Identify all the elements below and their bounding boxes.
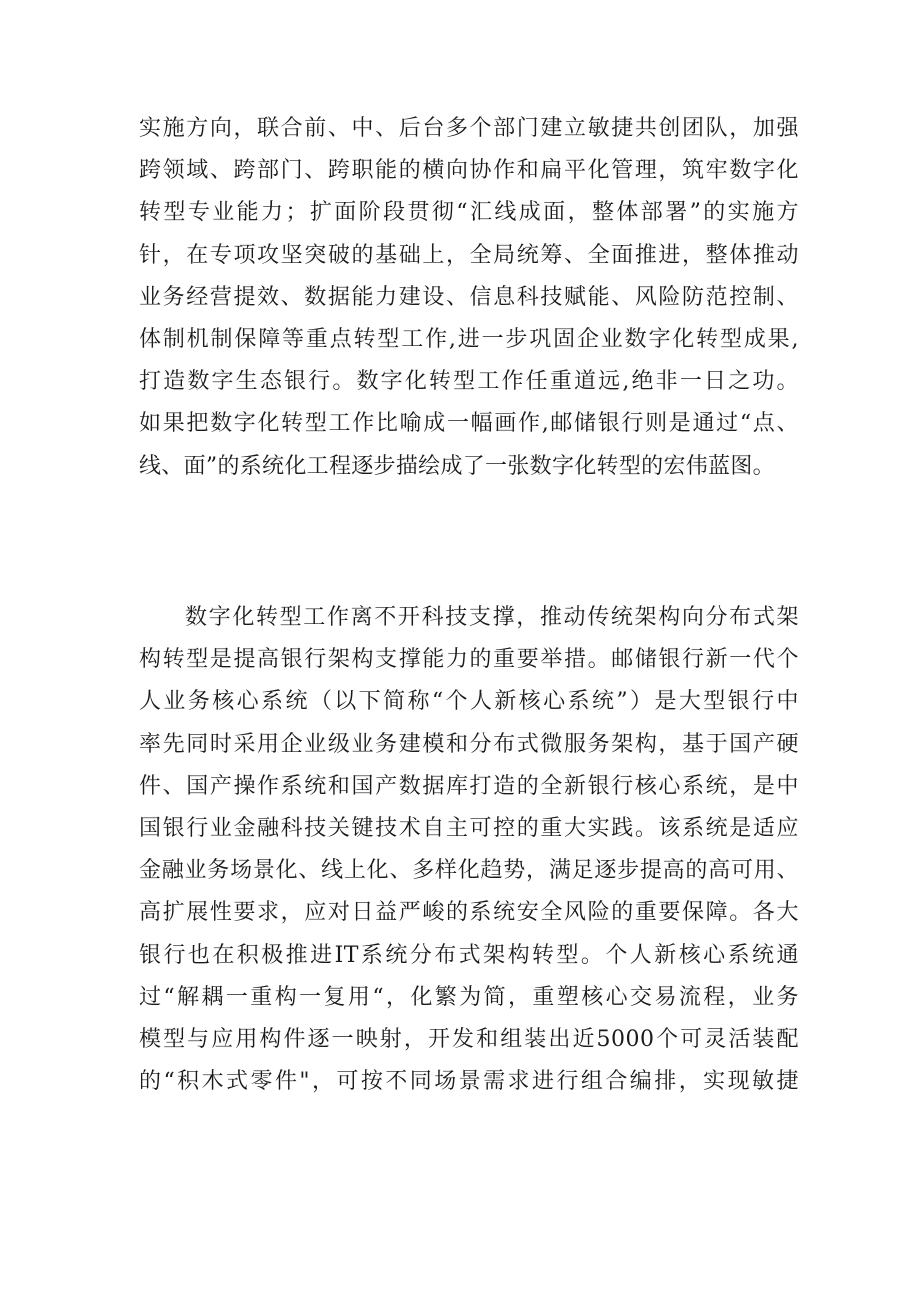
text-line: 构转型是提高银行架构支撑能力的重要举措。邮储银行新一代个 bbox=[139, 647, 799, 673]
text-line: 件、国产操作系统和国产数据库打造的全新银行核心系统，是中 bbox=[139, 773, 799, 799]
text-line: 体制机制保障等重点转型工作,进一步巩固企业数字化转型成果, bbox=[139, 326, 799, 352]
text-line: 金融业务场景化、线上化、多样化趋势，满足逐步提高的高可用、 bbox=[139, 858, 799, 884]
text-line: 如果把数字化转型工作比喻成一幅画作,邮储银行则是通过“点、 bbox=[139, 411, 799, 437]
text-line: 数字化转型工作离不开科技支撑，推动传统架构向分布式架 bbox=[185, 605, 799, 630]
text-line: 率先同时采用企业级业务建模和分布式微服务架构，基于国产硬 bbox=[139, 731, 799, 757]
text-line: 业务经营提效、数据能力建设、信息科技赋能、风险防范控制、 bbox=[139, 284, 799, 310]
text-line: 模型与应用构件逐一映射，开发和组装出近5000个可灵活装配 bbox=[139, 1026, 799, 1052]
paragraph-1 bbox=[139, 108, 799, 488]
text-line: 国银行业金融科技关键技术自主可控的重大实践。该系统是适应 bbox=[139, 815, 799, 841]
text-line: 高扩展性要求，应对日益严峻的系统安全风险的重要保障。各大 bbox=[139, 900, 799, 926]
paragraph-2 bbox=[139, 597, 799, 1103]
text-line: 的“积木式零件"，可按不同场景需求进行组合编排，实现敏捷 bbox=[139, 1069, 799, 1095]
text-line: 跨领域、跨部门、跨职能的横向协作和扁平化管理，筑牢数字化 bbox=[139, 158, 799, 184]
text-line: 实施方向，联合前、中、后台多个部门建立敏捷共创团队，加强 bbox=[139, 116, 799, 141]
text-line: 过“解耦一重构一复用“，化繁为简，重塑核心交易流程，业务 bbox=[139, 984, 799, 1010]
text-line: 线、面”的系统化工程逐步描绘成了一张数字化转型的宏伟蓝图。 bbox=[139, 453, 775, 479]
text-line: 人业务核心系统（以下简称“个人新核心系统”）是大型银行中 bbox=[139, 689, 799, 715]
text-line: 转型专业能力；扩面阶段贯彻“汇线成面，整体部署”的实施方 bbox=[139, 200, 799, 226]
text-line: 打造数字生态银行。数字化转型工作任重道远,绝非一日之功。 bbox=[139, 369, 799, 395]
text-line: 针，在专项攻坚突破的基础上，全局统筹、全面推进，整体推动 bbox=[139, 242, 799, 268]
text-line: 银行也在积极推进IT系统分布式架构转型。个人新核心系统通 bbox=[139, 942, 799, 968]
